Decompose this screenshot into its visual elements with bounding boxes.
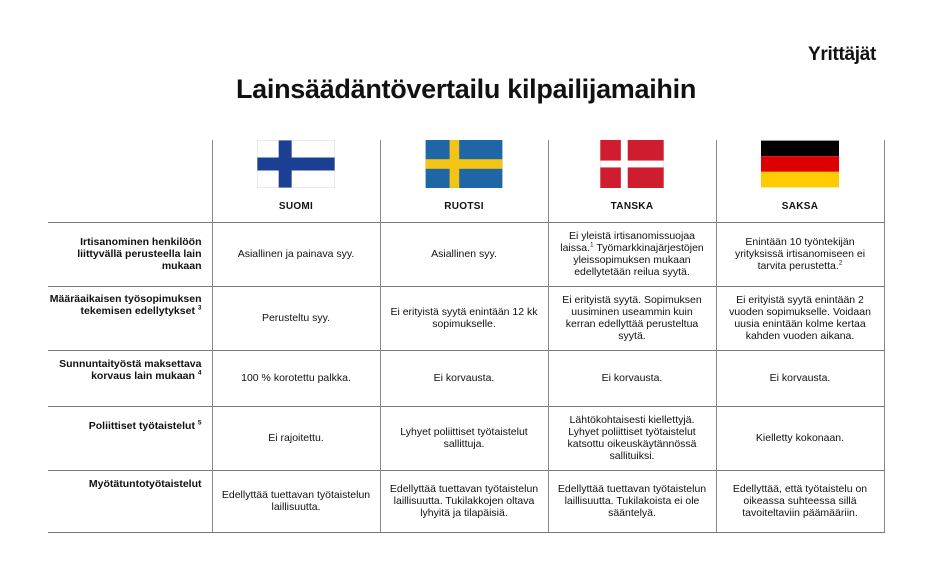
comparison-table [48, 140, 885, 533]
table-cell: Ei korvausta. [380, 350, 548, 406]
table-row [48, 350, 884, 406]
row-label: Sunnuntaityöstä maksettava korvaus lain mukaan $^4$ [48, 350, 212, 406]
country-name: SAKSA [781, 201, 819, 212]
row-label: Poliittiset työtaistelut $^5$ [48, 406, 212, 470]
finland-flag-icon [257, 140, 335, 188]
table-row [48, 286, 884, 350]
table-cell: Ei rajoitettu. [212, 406, 380, 470]
country-name: TANSKA [610, 201, 654, 212]
table-cell: Ei yleistä irtisanomissuojaa laissa.$^1$ Työmarkkinajärjestöjen yleissopimuksen mukaan edellytetään reilua syytä. [548, 222, 716, 286]
table-cell: Lyhyet poliittiset työtaistelut sallittuja. [380, 406, 548, 470]
table-cell: Lähtökohtaisesti kiellettyjä. Lyhyet poliittiset työtaistelut katsottu oikeuskäytännössä sallituiksi. [548, 406, 716, 470]
footnote-ref: 3 [197, 304, 202, 311]
table-cell: Ei korvausta. [716, 350, 884, 406]
table-row [48, 406, 884, 470]
table-cell: Perusteltu syy. [212, 286, 380, 350]
germany-flag-icon [761, 140, 839, 188]
country-name: SUOMI [278, 201, 314, 212]
table-cell: Kielletty kokonaan. [716, 406, 884, 470]
table-cell: 100 % korotettu palkka. [212, 350, 380, 406]
table-header-row [48, 140, 884, 222]
country-column-tanska [548, 140, 716, 222]
row-label: Määräaikaisen työsopimuksen tekemisen edellytykset $^3$ [48, 286, 212, 350]
footnote-ref: 5 [197, 419, 202, 426]
sweden-flag-icon [425, 140, 503, 188]
table-cell: Ei erityistä syytä. Sopimuksen uusiminen useammin kuin kerran edellyttää perusteltua syytä. [548, 286, 716, 350]
table-cell: Edellyttää tuettavan työtaistelun laillisuutta. Tukilakkojen oltava lyhyitä ja tilapäisiä. [380, 470, 548, 532]
table-row [48, 222, 884, 286]
footnote-ref: 2 [838, 259, 843, 267]
country-column-suomi [212, 140, 380, 222]
table-row [48, 470, 884, 532]
row-label: Irtisanominen henkilöön liittyvällä perusteella lain mukaan [48, 222, 212, 286]
country-column-ruotsi [380, 140, 548, 222]
corner-cell [48, 140, 212, 222]
table-cell: Edellyttää, että työtaistelu on oikeassa suhteessa sillä tavoiteltaviin päämääriin. [716, 470, 884, 532]
country-column-saksa [716, 140, 884, 222]
table-cell: Ei korvausta. [548, 350, 716, 406]
footnote-ref: 1 [590, 241, 594, 249]
denmark-flag-icon [593, 140, 671, 188]
table-cell: Asiallinen syy. [380, 222, 548, 286]
table-cell: Enintään 10 työntekijän yrityksissä irtisanomiseen ei tarvita perustetta.$^2$ [716, 222, 884, 286]
table-cell: Ei erityistä syytä enintään 2 vuoden sopimukselle. Voidaan uusia enintään kolme kertaa kahden vuoden aikana. [716, 286, 884, 350]
footnote-ref: 4 [197, 369, 202, 376]
table-cell: Asiallinen ja painava syy. [212, 222, 380, 286]
page-title: Lainsäädäntövertailu kilpailijamaihin [235, 74, 697, 104]
country-name: RUOTSI [444, 201, 484, 212]
table-cell: Edellyttää tuettavan työtaistelun laillisuutta. Tukilakoista ei ole sääntelyä. [548, 470, 716, 532]
table-cell: Edellyttää tuettavan työtaistelun laillisuutta. [212, 470, 380, 532]
table-cell: Ei erityistä syytä enintään 12 kk sopimukselle. [380, 286, 548, 350]
row-label: Myötätuntotyötaistelut [48, 470, 212, 532]
brand-logo: Yrittäjät [808, 44, 877, 65]
